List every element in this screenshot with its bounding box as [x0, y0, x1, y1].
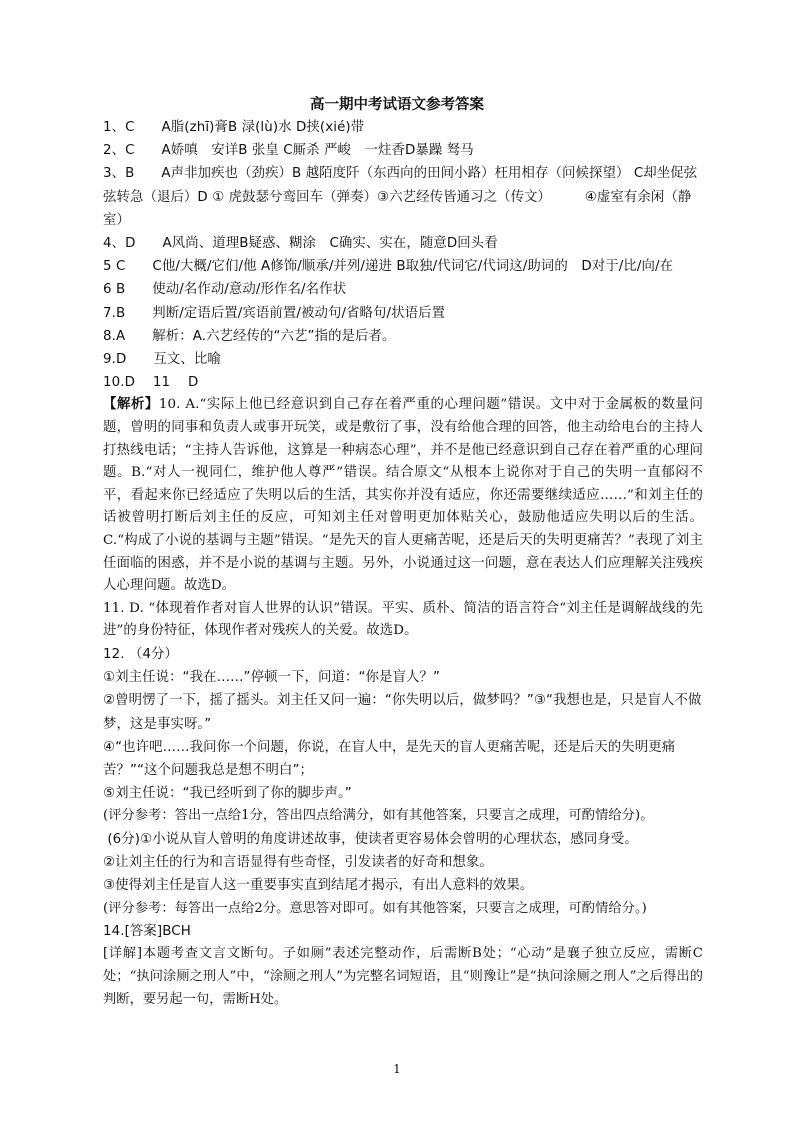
answer-q8: 8.A 解析：A.六艺经传的“六艺”指的是后者。 [103, 328, 396, 344]
answer-q10-11: 10.D 11 D [103, 375, 199, 391]
q14-detail: [详解]本题考查文言文断句。子如厕”表述完整动作，后需断B处；“心动”是襄子独立反应，需断C处；“执问涂厕之刑人”中，“涂厕之刑人”为完整名词短语，且“则豫让”是“执问涂厕之刑人”之后得出的判断，要另起一句，需断H处。 [103, 946, 703, 1007]
answer-q3: 3、B A声非加疾也（劲疾）B 越陌度阡（东西向的田间小路）枉用相存（问候探望） C却坐促弦弦转急（退后）D ① 虎鼓瑟兮鸾回车（弹奏）③六艺经传皆通习之（传文） ④虚室有余闲（静室） [103, 166, 698, 228]
answer-q5: 5 C C他/大概/它们/他 A修饰/顺承/并列/递进 B取独/代词它/代词这/助词的 D对于/比/向/在 [103, 259, 674, 275]
page-number: 1 [393, 1062, 401, 1076]
analysis-q10-text: 10. A.“实际上他已经意识到自己存在着严重的心理问题”错误。文中对于金属板的数量问题，曾明的同事和负责人或事开玩笑，或是敷衍了事，没有给他合理的回答，他主动给电台的主持人打热线电话；“主持人告诉他，这算是一种病态心理”，并不是他已经意识到自己存在着严重的心理问题。B.“对人一视同仁，维护他人尊严”错误。结合原文“从根本上说你对于自己的失明一直郁闷不平，看起来你已经适应了失明以后的生活，其实你并没有适应，你还需要继续适应……”和刘主任的话被曾明打断后刘主任的反应，可知刘主任对曾明更加体贴关心，鼓励他适应失明以后的生活。C.“构成了小说的基调与主题”错误。“是先天的盲人更痛苦呢，还是后天的失明更痛苦？”表现了刘主任面临的困惑，并不是小说的基调与主题。另外，小说通过这一问题，意在表达人们应理解关注残疾人心理问题。故选D。 [103, 397, 703, 594]
answer-q9: 9.D 互文、比喻 [103, 352, 221, 368]
answer-q4: 4、D A风尚、道理B疑惑、糊涂 C确实、实在，随意D回头看 [103, 236, 498, 252]
page-title: 高一期中考试语文参考答案 [310, 97, 484, 113]
q12-header: 12. （4分） [103, 646, 179, 662]
q14-answer: 14.[答案]BCH [103, 924, 191, 940]
q12-item: ①刘主任说：“我在……”停顿一下，问道：“你是盲人？” [103, 670, 441, 686]
q13-item: ③使得刘主任是盲人这一重要事实直到结尾才揭示，有出人意料的效果。 [103, 878, 534, 894]
answer-q7: 7.B 判断/定语后置/宾语前置/被动句/省略句/状语后置 [103, 305, 446, 321]
answer-q6: 6 B 使动/名作动/意动/形作名/名作状 [103, 282, 347, 298]
q12-item: ④“也许吧……我问你一个问题，你说，在盲人中，是先天的盲人更痛苦呢，还是后天的失明更痛苦？”“这个问题我总是想不明白”； [103, 739, 676, 778]
q13-header: (6分)①小说从盲人曾明的角度讲述故事，使读者更容易体会曾明的心理状态，感同身受。 [103, 831, 638, 847]
answer-body [103, 116, 703, 1011]
analysis-tag: 【解析】 [103, 397, 159, 413]
q13-score-note: (评分参考：每答出一点给2分。意思答对即可。如有其他答案，只要言之成理，可酌情给分。) [103, 900, 647, 916]
answer-q2: 2、C A娇嗔 安详B 张皇 C厮杀 严峻 一炷香D暴躁 驽马 [103, 143, 474, 159]
analysis-q10 [103, 394, 703, 597]
q12-item: ⑤刘主任说：“我已经听到了你的脚步声。” [103, 786, 352, 802]
analysis-q11: 11. D. “体现着作者对盲人世界的认识”错误。平实、质朴、简洁的语言符合“刘主任是调解战线的先进”的身份特征，体现作者对残疾人的关爱。故选D。 [103, 600, 703, 639]
q12-score-note: (评分参考：答出一点给1分，答出四点给满分，如有其他答案，只要言之成理，可酌情给分)。 [103, 808, 654, 824]
q12-item: ②曾明愣了一下，摇了摇头。刘主任又问一遍：“你失明以后，做梦吗？”③“我想也是，只是盲人不做梦，这是事实呀。” [103, 693, 702, 732]
answer-q1: 1、C A脂(zhī)膏B 渌(lù)水 D挟(xié)带 [103, 120, 365, 135]
q13-item: ②让刘主任的行为和言语显得有些奇怪，引发读者的好奇和想象。 [103, 855, 493, 871]
